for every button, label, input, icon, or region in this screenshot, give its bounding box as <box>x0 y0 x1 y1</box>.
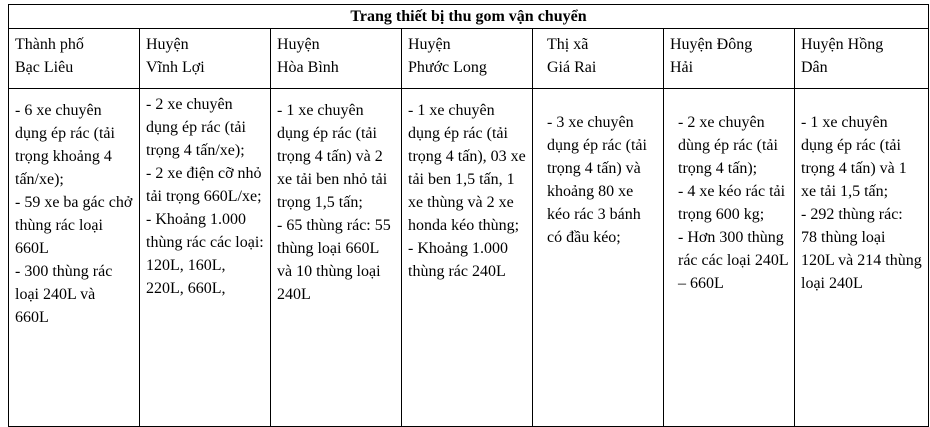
list-item: - 3 xe chuyên dụng ép rác (tải trọng 4 tấn) và khoảng 80 xe kéo rác 3 bánh có đầu kéo; <box>547 114 647 246</box>
column-header-hong-dan: Huyện Hồng Dân <box>795 29 929 89</box>
column-header-bac-lieu: Thành phố Bạc Liêu <box>9 29 140 89</box>
list-item: - 1 xe chuyên dụng ép rác (tải trọng 4 tấn), 03 xe tải ben 1,5 tấn, 1 xe thùng và 2 xe honda kéo thùng; <box>408 102 526 234</box>
list-item: - 300 thùng rác loại 240L và 660L <box>15 263 113 326</box>
equipment-table <box>8 4 929 427</box>
list-item: - 4 xe kéo rác tải trọng 600 kg; <box>678 183 786 223</box>
list-item: - 1 xe chuyên dụng ép rác (tải trọng 4 tấn) và 2 xe tải ben nhỏ tải trọng 1,5 tấn; <box>277 102 388 211</box>
list-item: - 1 xe chuyên dụng ép rác (tải trọng 4 tấn) và 1 xe tải 1,5 tấn; <box>801 114 907 200</box>
column-header-gia-rai: Thị xã Giá Rai <box>533 29 664 89</box>
column-header-hoa-binh: Huyện Hòa Bình <box>271 29 402 89</box>
list-item: - 6 xe chuyên dụng ép rác (tải trọng khoảng 4 tấn/xe); <box>15 102 115 188</box>
column-header-vinh-loi: Huyện Vĩnh Lợi <box>140 29 271 89</box>
list-item: - 2 xe chuyên dùng ép rác (tải trọng 4 tấn); <box>678 114 778 177</box>
cell-hoa-binh <box>271 89 402 427</box>
cell-gia-rai <box>533 89 664 427</box>
list-item: - Khoảng 1.000 thùng rác 240L <box>408 240 508 280</box>
column-header-phuoc-long: Huyện Phước Long <box>402 29 533 89</box>
list-item: - 59 xe ba gác chở thùng rác loại 660L <box>15 194 133 257</box>
list-item: - 2 xe điện cỡ nhỏ tải trọng 660L/xe; <box>146 165 262 205</box>
table-title: Trang thiết bị thu gom vận chuyển <box>9 5 929 29</box>
list-item: - Hơn 300 thùng rác các loại 240L – 660L <box>678 229 789 292</box>
list-item: - 2 xe chuyên dụng ép rác (tải trọng 4 tấn/xe); <box>146 96 246 159</box>
list-item: - 292 thùng rác: 78 thùng loại 120L và 214 thùng loại 240L <box>801 206 922 292</box>
cell-bac-lieu <box>9 89 140 427</box>
column-header-dong-hai: Huyện Đông Hải <box>664 29 795 89</box>
list-item: - 65 thùng rác: 55 thùng loại 660L và 10 thùng loại 240L <box>277 217 391 303</box>
cell-phuoc-long <box>402 89 533 427</box>
cell-hong-dan <box>795 89 929 427</box>
list-item: - Khoảng 1.000 thùng rác các loại: 120L, 160L, 220L, 660L, <box>146 211 264 297</box>
cell-vinh-loi <box>140 89 271 427</box>
cell-dong-hai <box>664 89 795 427</box>
